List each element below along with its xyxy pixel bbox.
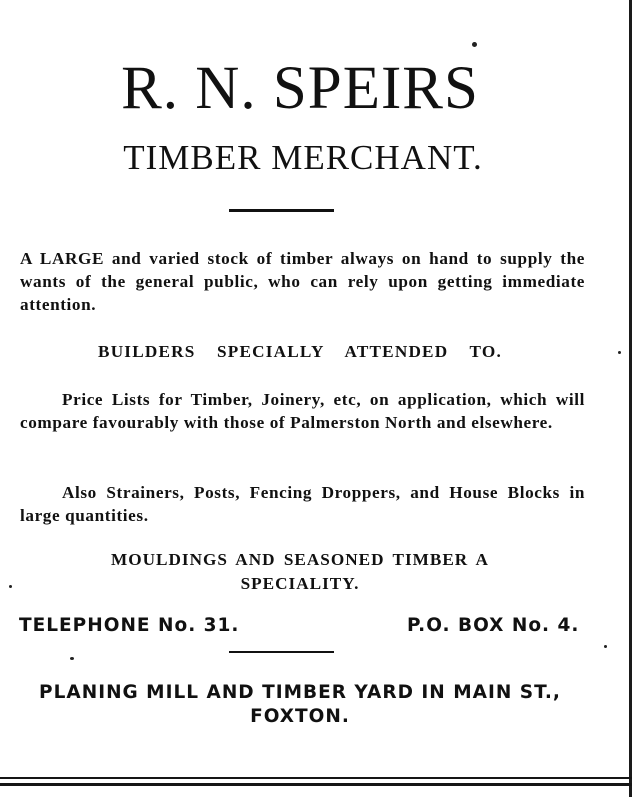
trade-subheading: TIMBER MERCHANT. bbox=[123, 138, 483, 177]
po-box-number: P.O. BOX No. 4. bbox=[407, 615, 580, 636]
planing-mill-line: PLANING MILL AND TIMBER YARD IN MAIN ST., bbox=[39, 682, 561, 703]
print-speck bbox=[9, 585, 12, 588]
bottom-border-thin bbox=[0, 777, 632, 779]
print-speck bbox=[604, 645, 607, 648]
top-divider-rule bbox=[229, 209, 334, 212]
builders-line: BUILDERS SPECIALLY ATTENDED TO. bbox=[98, 342, 502, 361]
location-line: FOXTON. bbox=[250, 706, 350, 727]
merchant-name-heading: R. N. SPEIRS bbox=[121, 55, 479, 122]
stock-paragraph: A LARGE and varied stock of timber always on hand to supply the wants of the general public, who can rely upon getting immediate attention. bbox=[20, 249, 585, 314]
mouldings-line-1: MOULDINGS AND SEASONED TIMBER A bbox=[111, 550, 489, 569]
print-speck bbox=[472, 42, 477, 47]
print-speck bbox=[70, 657, 74, 660]
mouldings-line-2: SPECIALITY. bbox=[240, 574, 360, 593]
also-stock-paragraph: Also Strainers, Posts, Fencing Droppers, and House Blocks in large quantities. bbox=[20, 483, 585, 525]
print-speck bbox=[618, 351, 621, 354]
middle-divider-rule bbox=[229, 651, 334, 653]
bottom-border-thick bbox=[0, 783, 632, 786]
price-lists-paragraph: Price Lists for Timber, Joinery, etc, on application, which will compare favourably with those of Palmerston North and elsewhere. bbox=[20, 390, 585, 432]
mouldings-block bbox=[0, 548, 600, 596]
telephone-number: TELEPHONE No. 31. bbox=[19, 615, 240, 636]
